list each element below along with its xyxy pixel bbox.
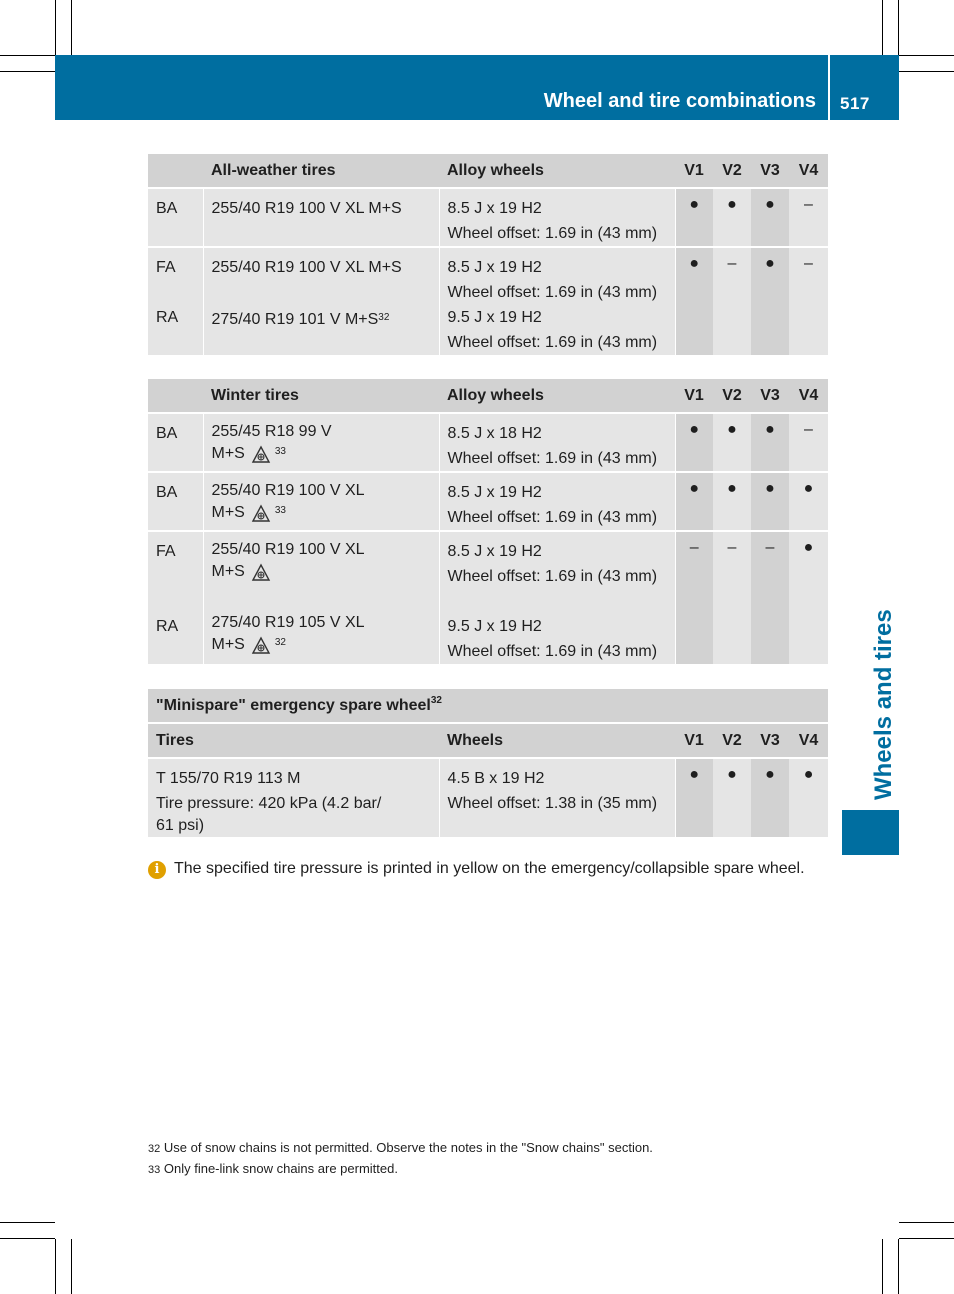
header-cell: V2 bbox=[713, 723, 751, 758]
crop-mark bbox=[0, 1238, 55, 1239]
variant-cell: ● bbox=[713, 413, 751, 472]
variant-cell: – bbox=[675, 531, 713, 665]
crop-mark bbox=[882, 0, 883, 55]
variant-cell: ● bbox=[675, 472, 713, 531]
wheel-cell bbox=[439, 247, 675, 356]
variant-cell: ● bbox=[675, 413, 713, 472]
variant-cell: – bbox=[713, 531, 751, 665]
axle-label: BA bbox=[156, 200, 178, 217]
axle-label: RA bbox=[156, 309, 179, 326]
header-cell: Winter tires bbox=[203, 379, 439, 413]
variant-cell: – bbox=[789, 413, 828, 472]
wheel-size: 9.5 J x 19 H2 bbox=[447, 618, 542, 635]
axle-label: BA bbox=[156, 425, 178, 442]
table-header-row bbox=[148, 379, 828, 413]
wheel-size: 9.5 J x 19 H2 bbox=[447, 309, 542, 326]
mud-snow-label: M+S bbox=[211, 563, 245, 580]
wheel-offset: Wheel offset: 1.69 in (43 mm) bbox=[447, 284, 658, 301]
wheel-cell bbox=[439, 531, 675, 665]
footnote-number: 32 bbox=[148, 1143, 161, 1155]
wheel-cell bbox=[439, 472, 675, 531]
table-row bbox=[148, 758, 828, 838]
crop-mark bbox=[899, 71, 954, 72]
tire-marking bbox=[212, 634, 439, 656]
header-bar bbox=[55, 55, 828, 120]
footnote-ref[interactable]: 32 bbox=[430, 694, 442, 706]
tire-size: 255/40 R19 100 V XL M+S bbox=[211, 200, 402, 217]
crop-mark bbox=[55, 0, 56, 55]
minispare-table bbox=[148, 689, 828, 839]
tire-cell bbox=[203, 247, 439, 356]
crop-mark bbox=[0, 71, 55, 72]
tire-size: 255/40 R19 100 V XL M+S bbox=[211, 259, 402, 276]
footnote-text: Use of snow chains is not permitted. Observe the notes in the "Snow chains" section. bbox=[163, 1140, 653, 1155]
variant-cell: ● bbox=[751, 758, 789, 838]
header-cell: V4 bbox=[789, 379, 828, 413]
wheel-size: 8.5 J x 19 H2 bbox=[447, 543, 542, 560]
page-number-box bbox=[830, 55, 899, 120]
tire-cell bbox=[203, 472, 439, 531]
header-cell: All-weather tires bbox=[203, 154, 439, 188]
chapter-tab bbox=[842, 609, 897, 810]
wheel-size: 8.5 J x 19 H2 bbox=[447, 259, 542, 276]
tire-size: 275/40 R19 105 V XL bbox=[211, 614, 365, 631]
footnote-number: 33 bbox=[148, 1164, 161, 1176]
tire-pressure: 61 psi) bbox=[156, 817, 205, 834]
axle-cell bbox=[148, 531, 203, 665]
wheel-size: 8.5 J x 19 H2 bbox=[447, 484, 542, 501]
wheel-offset: Wheel offset: 1.69 in (43 mm) bbox=[447, 643, 658, 660]
mud-snow-label: M+S bbox=[211, 636, 245, 653]
wheel-size: 8.5 J x 18 H2 bbox=[447, 425, 542, 442]
crop-mark bbox=[899, 1238, 954, 1239]
table-row bbox=[148, 472, 828, 531]
header-cell: V4 bbox=[789, 723, 828, 758]
crop-mark bbox=[882, 1239, 883, 1294]
tire-size: T 155/70 R19 113 M bbox=[156, 770, 301, 787]
mud-snow-label: M+S bbox=[211, 445, 245, 462]
footnote-ref[interactable]: 33 bbox=[274, 505, 286, 516]
crop-mark bbox=[71, 0, 72, 55]
header-cell bbox=[148, 154, 203, 188]
variant-cell: ● bbox=[713, 472, 751, 531]
variant-cell: ● bbox=[675, 188, 713, 247]
table-title-text: "Minispare" emergency spare wheel bbox=[156, 696, 431, 714]
wheel-cell bbox=[439, 758, 675, 838]
crop-mark bbox=[71, 1239, 72, 1294]
header-cell: V1 bbox=[675, 723, 713, 758]
tire-size: 255/40 R19 100 V XL bbox=[211, 541, 365, 558]
variant-cell: ● bbox=[675, 758, 713, 838]
table-header-row bbox=[148, 723, 828, 758]
tire-cell bbox=[148, 758, 439, 838]
footnote bbox=[148, 1159, 653, 1180]
tire-marking bbox=[212, 502, 439, 524]
tire-marking bbox=[212, 443, 439, 465]
footnote-ref[interactable]: 32 bbox=[378, 312, 390, 323]
wheel-offset: Wheel offset: 1.69 in (43 mm) bbox=[447, 225, 658, 242]
header-cell: Tires bbox=[148, 723, 439, 758]
wheel-offset: Wheel offset: 1.38 in (35 mm) bbox=[447, 795, 658, 812]
footnote bbox=[148, 1138, 653, 1159]
table-row bbox=[148, 413, 828, 472]
header-cell bbox=[148, 379, 203, 413]
chapter-tab-marker bbox=[842, 810, 899, 855]
header-cell: V4 bbox=[789, 154, 828, 188]
axle-cell bbox=[148, 247, 203, 356]
header-cell: Alloy wheels bbox=[439, 379, 675, 413]
variant-cell: – bbox=[789, 188, 828, 247]
axle-cell bbox=[148, 472, 203, 531]
tire-size bbox=[212, 307, 439, 332]
snowflake-mountain-icon bbox=[251, 635, 271, 655]
snowflake-mountain-icon bbox=[251, 503, 271, 523]
header-cell: V3 bbox=[751, 379, 789, 413]
tire-cell bbox=[203, 531, 439, 665]
header-cell: V1 bbox=[675, 379, 713, 413]
crop-mark bbox=[899, 1222, 954, 1223]
variant-cell: – bbox=[713, 247, 751, 356]
header-cell: Alloy wheels bbox=[439, 154, 675, 188]
wheel-offset: Wheel offset: 1.69 in (43 mm) bbox=[447, 334, 658, 351]
axle-label: FA bbox=[156, 543, 176, 560]
variant-cell: ● bbox=[713, 188, 751, 247]
axle-label: RA bbox=[156, 618, 179, 635]
crop-mark bbox=[0, 1222, 55, 1223]
tire-size: 255/45 R18 99 V bbox=[211, 423, 332, 440]
header-cell: V1 bbox=[675, 154, 713, 188]
table-header-row bbox=[148, 154, 828, 188]
variant-cell: – bbox=[751, 531, 789, 665]
wheel-cell bbox=[439, 188, 675, 247]
tire-size: 255/40 R19 100 V XL bbox=[211, 482, 365, 499]
variant-cell: ● bbox=[675, 247, 713, 356]
winter-tires-table bbox=[148, 379, 828, 666]
tire-size-text: 275/40 R19 101 V M+S bbox=[211, 311, 379, 328]
axle-cell bbox=[148, 188, 203, 247]
crop-mark bbox=[898, 1239, 899, 1294]
info-icon: i bbox=[148, 861, 166, 879]
table-title bbox=[148, 689, 828, 723]
header-cell: V3 bbox=[751, 154, 789, 188]
variant-cell: ● bbox=[751, 413, 789, 472]
axle-cell bbox=[148, 413, 203, 472]
crop-mark bbox=[898, 0, 899, 55]
variant-cell: ● bbox=[789, 758, 828, 838]
crop-mark bbox=[899, 55, 954, 56]
info-note-text: The specified tire pressure is printed in yellow on the emergency/collapsible spare wheel. bbox=[174, 860, 805, 877]
allweather-tires-table bbox=[148, 154, 828, 357]
snowflake-mountain-icon bbox=[251, 562, 271, 582]
snowflake-mountain-icon bbox=[251, 444, 271, 464]
tire-pressure: Tire pressure: 420 kPa (4.2 bar/ bbox=[156, 795, 382, 812]
variant-cell: ● bbox=[789, 472, 828, 531]
axle-label: BA bbox=[156, 484, 178, 501]
page-number: 517 bbox=[840, 94, 870, 113]
wheel-size: 4.5 B x 19 H2 bbox=[447, 770, 545, 787]
info-note bbox=[148, 860, 805, 879]
footnote-ref[interactable]: 32 bbox=[274, 637, 286, 648]
variant-cell: ● bbox=[789, 531, 828, 665]
variant-cell: ● bbox=[751, 247, 789, 356]
wheel-cell bbox=[439, 413, 675, 472]
axle-label: FA bbox=[156, 259, 176, 276]
footnotes bbox=[148, 1138, 653, 1180]
wheel-offset: Wheel offset: 1.69 in (43 mm) bbox=[447, 509, 658, 526]
wheel-size: 8.5 J x 19 H2 bbox=[447, 200, 542, 217]
tire-cell bbox=[203, 413, 439, 472]
variant-cell: ● bbox=[751, 188, 789, 247]
variant-cell: ● bbox=[751, 472, 789, 531]
footnote-ref[interactable]: 33 bbox=[274, 446, 286, 457]
crop-mark bbox=[55, 1239, 56, 1294]
table-title-row bbox=[148, 689, 828, 723]
section-title: Wheel and tire combinations bbox=[543, 90, 816, 112]
footnote-text: Only fine-link snow chains are permitted. bbox=[163, 1161, 398, 1176]
tire-cell bbox=[203, 188, 439, 247]
header-cell: Wheels bbox=[439, 723, 675, 758]
chapter-tab-label: Wheels and tires bbox=[870, 609, 897, 800]
header-cell: V2 bbox=[713, 154, 751, 188]
mud-snow-label: M+S bbox=[211, 504, 245, 521]
header-cell: V3 bbox=[751, 723, 789, 758]
header-cell: V2 bbox=[713, 379, 751, 413]
table-row bbox=[148, 188, 828, 247]
wheel-offset: Wheel offset: 1.69 in (43 mm) bbox=[447, 568, 658, 585]
table-row bbox=[148, 247, 828, 356]
crop-mark bbox=[0, 55, 55, 56]
table-row bbox=[148, 531, 828, 665]
variant-cell: – bbox=[789, 247, 828, 356]
variant-cell: ● bbox=[713, 758, 751, 838]
wheel-offset: Wheel offset: 1.69 in (43 mm) bbox=[447, 450, 658, 467]
tire-marking bbox=[212, 561, 439, 583]
